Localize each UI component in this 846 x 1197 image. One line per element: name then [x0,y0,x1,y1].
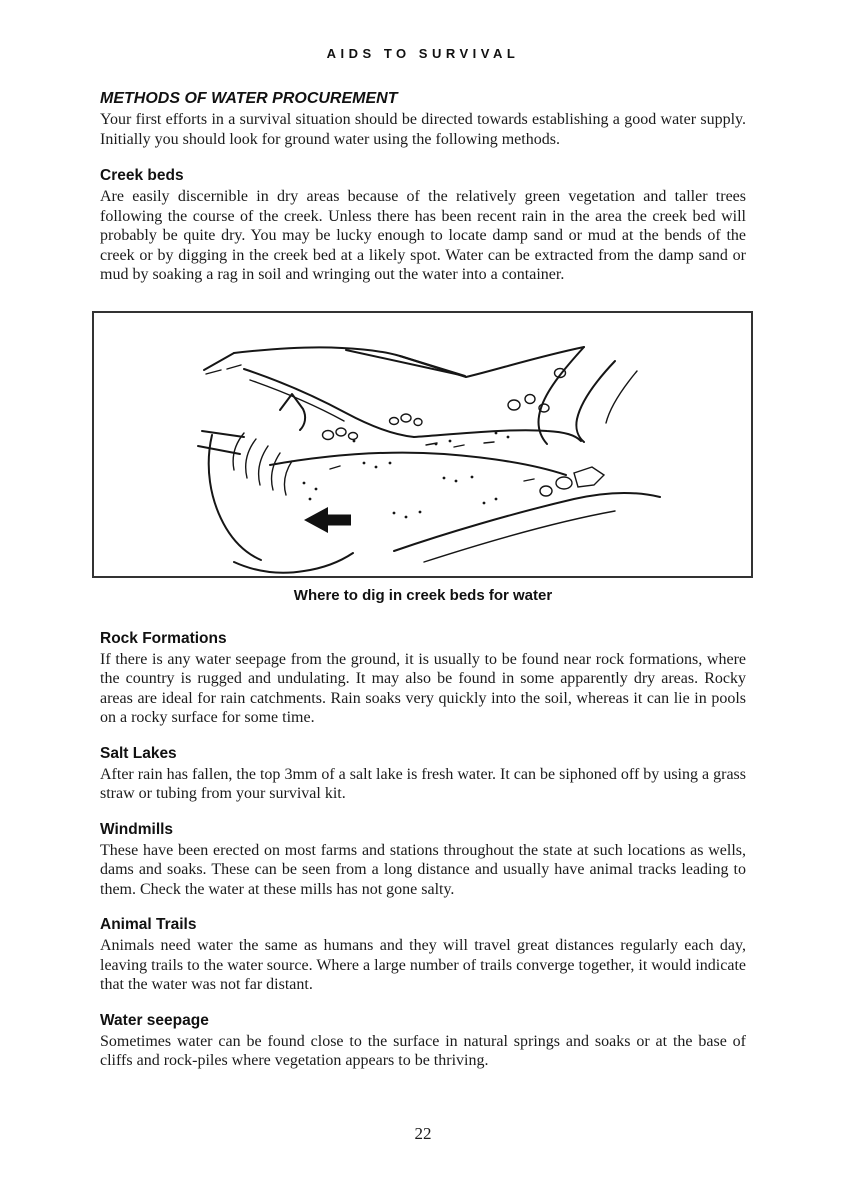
section-body-animal-trails: Animals need water the same as humans and they will travel great distances regularly each day, leaving trails to the water source. Where a large number of trails converge together, it would indicate that the water was not far distant. [100,937,746,993]
section-body-creek-beds: Are easily discernible in dry areas because of the relatively green vegetation and taller trees following the course of the creek. Unless there has been recent rain in the area the creek bed will probably be quite dry. You may be lucky enough to locate damp sand or mud at the bends of the creek or by digging in the creek bed at a likely spot. Water can be extracted from the damp sand or mud by soaking a rag in soil and wringing out the water into a container. [100,188,746,283]
section-body-windmills: These have been erected on most farms and stations throughout the state at such locations as wells, dams and soaks. These can be seen from a long distance and usually have animal tracks leading to them. Check the water at these mills has not gone salty. [100,841,746,898]
creek-bed-illustration [94,313,751,576]
section-heading-rock-formations: Rock Formations [100,629,227,647]
section-heading-salt-lakes: Salt Lakes [100,744,177,762]
section-heading-windmills: Windmills [100,820,174,838]
dig-spot-arrow-icon [304,507,351,533]
section-body-salt-lakes: After rain has fallen, the top 3mm of a salt lake is fresh water. It can be siphoned off by using a grass straw or tubing from your survival kit. [100,765,746,802]
section-body-rock-formations: If there is any water seepage from the ground, it is usually to be found near rock formations, where the country is rugged and undulating. It may also be found in some apparently dry areas. Rocky areas are ideal for rain catchments. Rain soaks very quickly into the soil, whereas it can lie in pools on a rocky surface for some time. [100,650,746,726]
section-heading-animal-trails: Animal Trails [100,916,197,933]
page-title: METHODS OF WATER PROCUREMENT [100,90,398,107]
figure-frame [92,311,753,578]
figure-caption: Where to dig in creek beds for water [293,586,553,604]
page-number: 22 [414,1124,432,1143]
intro-paragraph: Your first efforts in a survival situation should be directed towards establishing a good water supply. Initially you should look for ground water using the following methods. [100,111,746,148]
section-heading-creek-beds: Creek beds [100,167,184,184]
section-body-water-seepage: Sometimes water can be found close to the surface in natural springs and soaks or at the base of cliffs and rock-piles where vegetation appears to be thriving. [100,1032,746,1069]
section-heading-water-seepage: Water seepage [100,1011,209,1029]
running-header: AIDS TO SURVIVAL [326,46,520,61]
